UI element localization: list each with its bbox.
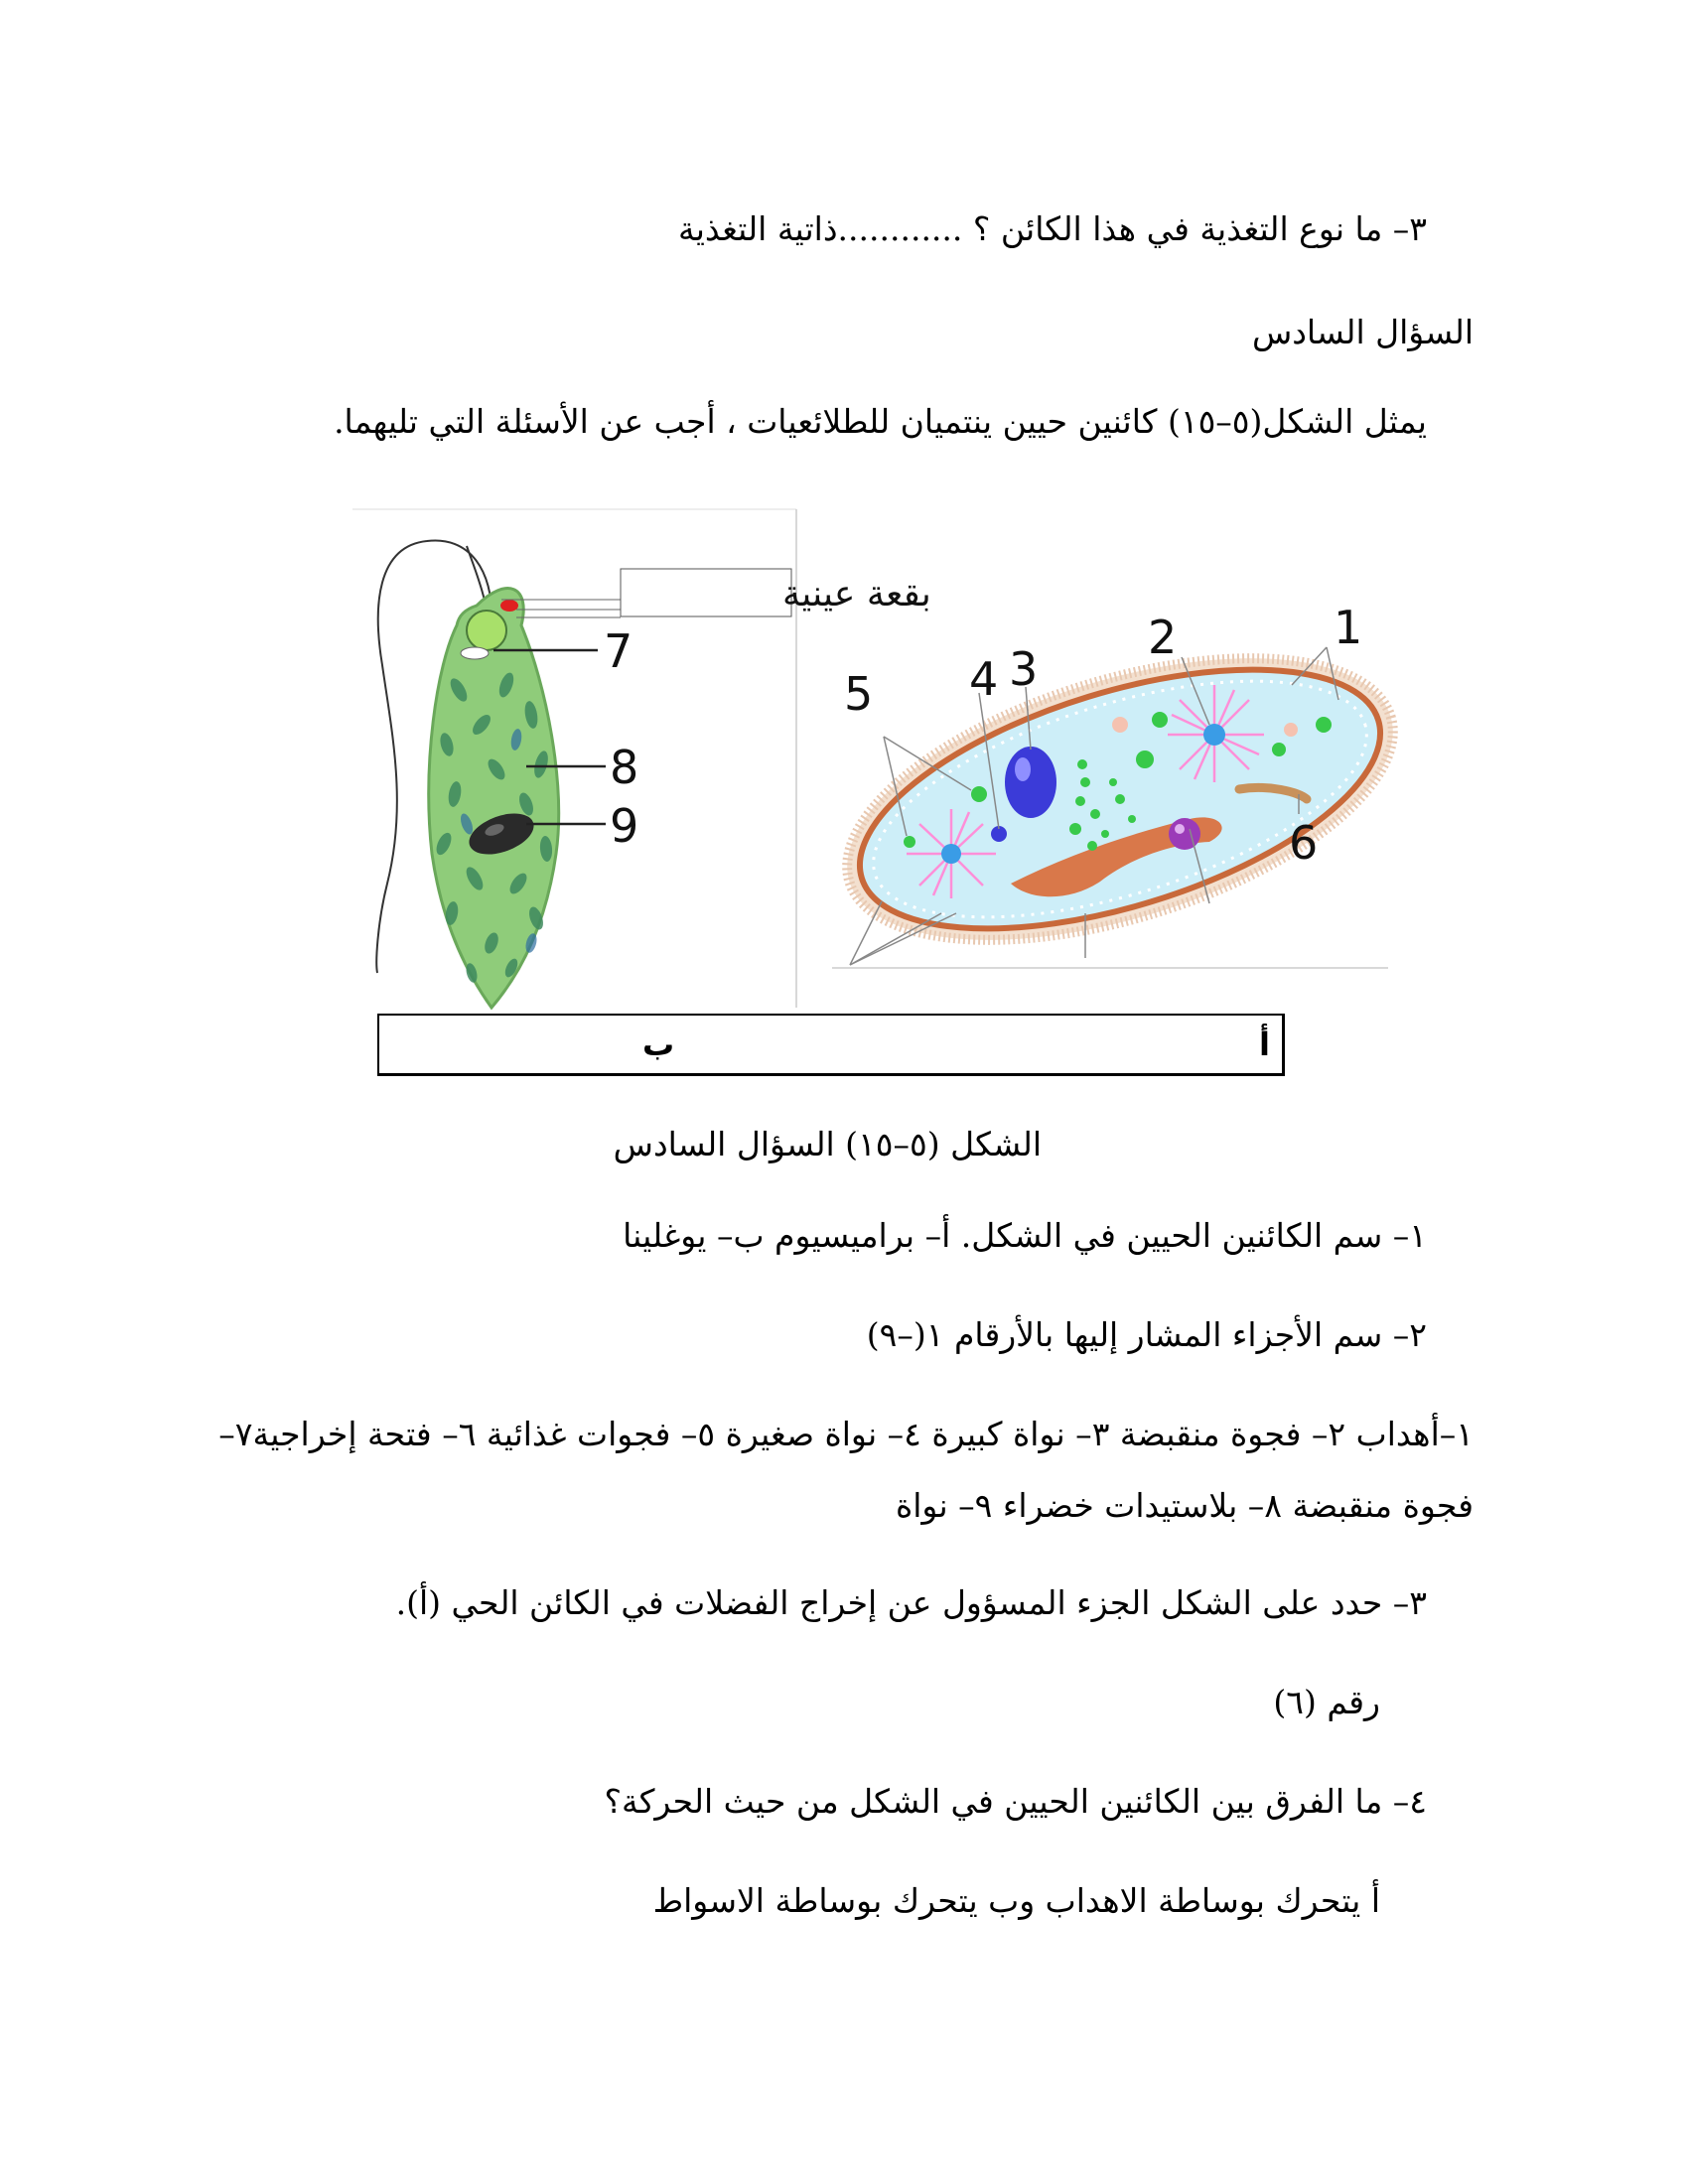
label-9: 9 [610, 799, 639, 853]
label-3: 3 [1009, 642, 1039, 696]
label-5: 5 [844, 667, 874, 721]
label-1: 1 [1334, 601, 1363, 654]
q5-item3: ٣– ما نوع التغذية في هذا الكائن ؟ ............ذاتية التغذية [678, 209, 1427, 248]
q6-q4: ٤– ما الفرق بين الكائنين الحيين في الشكل من حيث الحركة؟ [604, 1782, 1427, 1821]
label-2: 2 [1148, 611, 1178, 664]
q6-a4: أ يتحرك بوساطة الاهداب وب يتحرك بوساطة الاسواط [652, 1881, 1380, 1920]
figure-label-box [377, 1014, 1285, 1076]
q6-intro: يمثل الشكل(٥–١٥) كائنين حيين ينتميان للطلائعيات ، أجب عن الأسئلة التي تليهما. [334, 402, 1427, 441]
box-label-a: أ [1259, 1025, 1270, 1063]
q6-q1: ١– سم الكائنين الحيين في الشكل. أ– براميسيوم ب– يوغلينا [623, 1216, 1427, 1255]
q6-a2-line1: ١–أهداب ٢– فجوة منقبضة ٣– نواة كبيرة ٤– نواة صغيرة ٥– فجوات غذائية ٦– فتحة إخراجية٧– [218, 1415, 1474, 1453]
q6-a3: رقم (٦) [1273, 1683, 1380, 1721]
box-label-b: ب [642, 1025, 675, 1063]
q6-q2: ٢– سم الأجزاء المشار إليها بالأرقام ١(–٩) [866, 1315, 1427, 1354]
label-6: 6 [1289, 816, 1319, 870]
label-4: 4 [969, 652, 999, 706]
q6-a2-line2: فجوة منقبضة ٨– بلاستيدات خضراء ٩– نواة [895, 1486, 1474, 1525]
food-vacuole-purple [1169, 818, 1200, 850]
macronucleus [1005, 747, 1056, 818]
eyespot [500, 600, 518, 612]
figure-caption: الشكل (٥–١٥) السؤال السادس [613, 1125, 1042, 1163]
q6-title: السؤال السادس [1251, 313, 1474, 351]
label-8: 8 [610, 741, 639, 794]
paramecium-diagram [832, 586, 1403, 978]
label-7: 7 [604, 624, 633, 678]
euglena-diagram [348, 506, 931, 1018]
q6-q3: ٣– حدد على الشكل الجزء المسؤول عن إخراج الفضلات في الكائن الحي (أ). [395, 1583, 1427, 1622]
eyespot-label: بقعة عينية [782, 574, 931, 614]
